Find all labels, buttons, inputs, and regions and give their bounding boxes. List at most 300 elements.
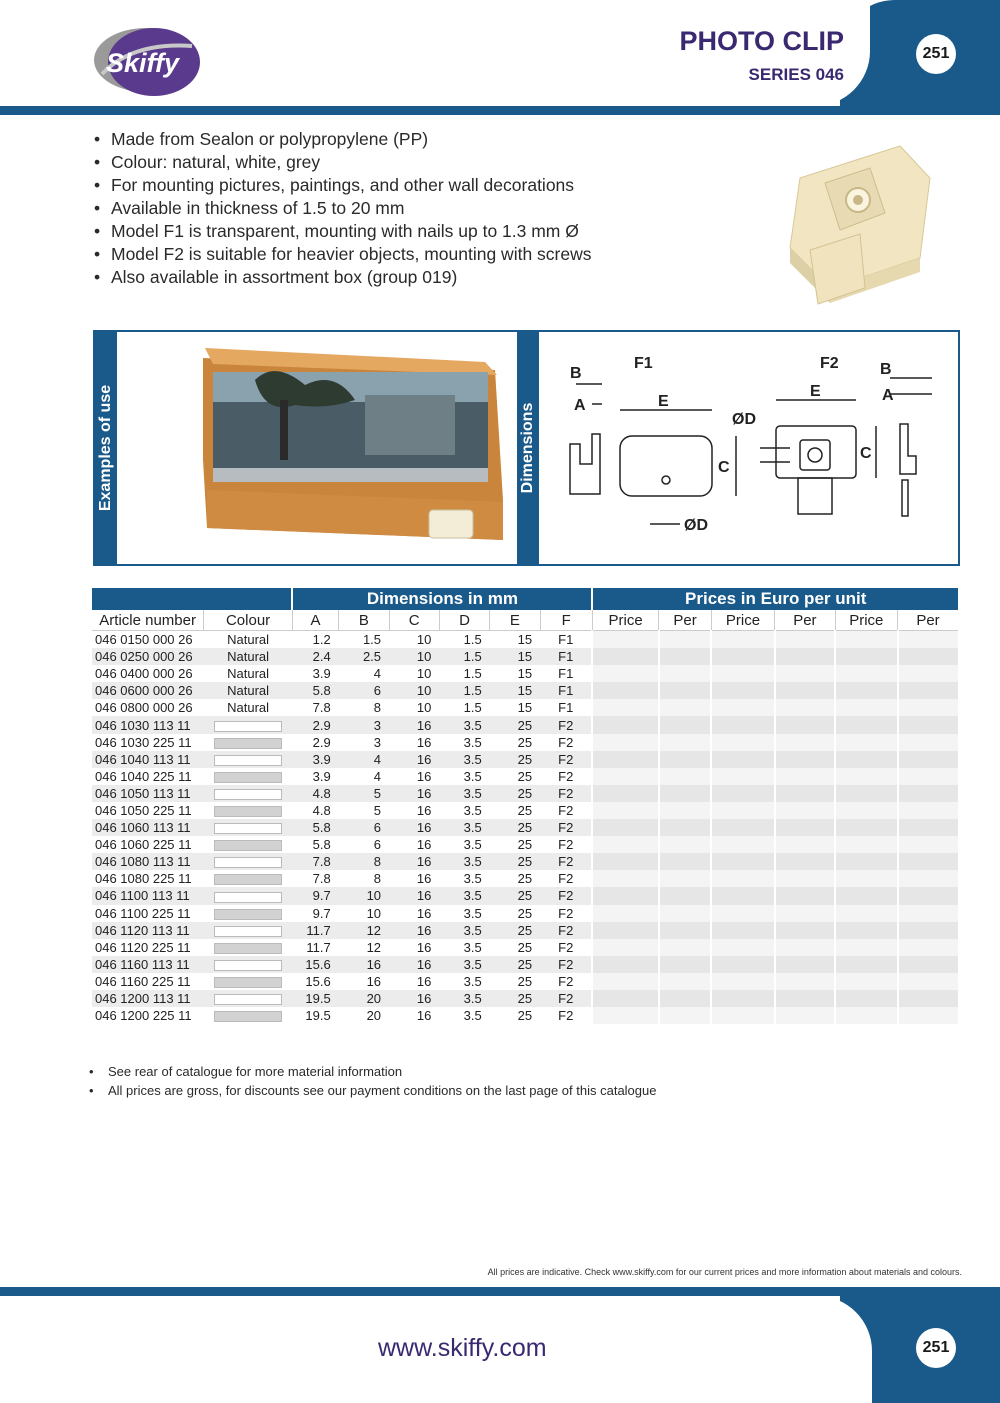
dim-a-cell: 5.8 — [292, 682, 338, 699]
price-cell — [711, 956, 774, 973]
article-number-cell: 046 1100 113 11 — [92, 887, 204, 904]
dim-b-cell: 4 — [373, 768, 382, 784]
table-row — [92, 802, 958, 819]
model-cell: F2 — [540, 819, 592, 836]
dim-b-cell: 1.5 — [362, 632, 382, 648]
per-cell — [898, 887, 959, 904]
per-cell — [659, 785, 711, 802]
group-header-dimensions: Dimensions in mm — [292, 588, 592, 610]
colour-cell — [204, 734, 293, 751]
dim-b-cell: 6 — [339, 682, 389, 699]
price-cell — [711, 819, 774, 836]
logo-text: Skiffy — [106, 48, 180, 78]
colour-swatch-white — [214, 994, 282, 1005]
price-cell — [711, 853, 774, 870]
colour-swatch-grey — [214, 840, 282, 851]
label-d: ØD — [732, 411, 756, 428]
feature-item: • Model F1 is transparent, mounting with nails up to 1.3 mm Ø — [94, 220, 592, 243]
page-title: PHOTO CLIP — [679, 26, 844, 56]
dim-c-cell: 16 — [416, 837, 432, 853]
per-cell — [659, 973, 711, 990]
model-cell: F1 — [540, 682, 592, 699]
dim-e-cell: 25 — [490, 853, 540, 870]
per-cell — [659, 870, 711, 887]
per-cell — [659, 905, 711, 922]
price-cell — [592, 870, 658, 887]
price-cell — [592, 699, 658, 716]
skiffy-logo — [92, 22, 204, 98]
colour-swatch-white — [214, 926, 282, 937]
dim-d-cell: 3.5 — [439, 819, 489, 836]
per-cell — [898, 922, 959, 939]
dim-a-cell: 7.8 — [312, 700, 331, 716]
col-c: C — [389, 610, 439, 631]
examples-label-bar — [95, 332, 117, 564]
footnote: • See rear of catalogue for more material information — [89, 1062, 656, 1081]
price-cell — [592, 802, 658, 819]
per-cell — [898, 990, 959, 1007]
dim-d-cell: 3.5 — [439, 716, 489, 733]
label-c: C — [718, 459, 730, 476]
dim-d-cell: 3.5 — [463, 734, 482, 750]
price-cell — [711, 682, 774, 699]
feature-item: • Available in thickness of 1.5 to 20 mm — [94, 197, 592, 220]
per-cell — [775, 819, 835, 836]
price-disclaimer: All prices are indicative. Check www.skiffy.com for our current prices and more information about materials and colours. — [487, 1267, 962, 1277]
dim-c-cell: 16 — [416, 734, 432, 750]
per-cell — [898, 716, 959, 733]
per-cell — [659, 734, 711, 751]
dim-c-cell: 16 — [416, 871, 432, 887]
dim-e-cell: 25 — [517, 837, 533, 853]
article-number-cell: 046 1050 225 11 — [95, 802, 192, 818]
article-number-cell: 046 0250 000 26 — [92, 648, 204, 665]
table-row — [92, 853, 958, 870]
col-per: Per — [659, 610, 711, 631]
per-cell — [898, 939, 959, 956]
dim-d-cell: 3.5 — [463, 939, 482, 955]
per-cell — [775, 887, 835, 904]
per-cell — [898, 956, 959, 973]
article-number-cell: 046 1040 225 11 — [95, 768, 192, 784]
dim-c-cell: 16 — [416, 939, 432, 955]
dim-d-cell: 1.5 — [463, 632, 482, 648]
colour-cell — [204, 768, 293, 785]
article-number-cell: 046 1120 225 11 — [95, 939, 191, 955]
dim-a-cell: 15.6 — [305, 973, 331, 989]
colour-cell — [204, 1007, 293, 1024]
article-number-cell: 046 1160 113 11 — [92, 956, 204, 973]
table-row — [92, 665, 958, 682]
colour-cell — [204, 836, 293, 853]
dim-d-cell: 3.5 — [439, 853, 489, 870]
per-cell — [659, 956, 711, 973]
dim-a-cell: 5.8 — [292, 819, 338, 836]
colour-cell: Natural — [204, 682, 293, 699]
per-cell — [775, 956, 835, 973]
price-cell — [592, 973, 658, 990]
per-cell — [659, 853, 711, 870]
footnote: • All prices are gross, for discounts see our payment conditions on the last page of this catalogue — [89, 1081, 656, 1100]
per-cell — [775, 905, 835, 922]
model-cell: F2 — [558, 1008, 574, 1024]
dim-a-cell: 2.9 — [292, 716, 338, 733]
colour-swatch-grey — [214, 738, 282, 749]
per-cell — [898, 973, 959, 990]
per-cell — [775, 973, 835, 990]
dim-c-cell: 16 — [389, 990, 439, 1007]
per-cell — [659, 716, 711, 733]
colour-swatch-grey — [214, 874, 282, 885]
per-cell — [775, 802, 835, 819]
price-cell — [835, 990, 897, 1007]
colour-swatch-grey — [214, 1011, 282, 1022]
dim-e-cell: 25 — [517, 768, 533, 784]
per-cell — [775, 665, 835, 682]
price-cell — [835, 734, 897, 751]
per-cell — [898, 648, 959, 665]
article-number-cell: 046 1200 225 11 — [95, 1008, 192, 1024]
feature-item: • Model F2 is suitable for heavier objects, mounting with screws — [94, 243, 592, 266]
model-cell: F2 — [558, 802, 574, 818]
article-number-cell: 046 1080 113 11 — [92, 853, 204, 870]
per-cell — [775, 648, 835, 665]
model-cell: F2 — [540, 990, 592, 1007]
price-cell — [835, 785, 897, 802]
price-cell — [711, 905, 774, 922]
price-cell — [592, 768, 658, 785]
dim-e-cell: 25 — [490, 990, 540, 1007]
price-cell — [835, 682, 897, 699]
article-number-cell: 046 1060 225 11 — [95, 837, 192, 853]
price-cell — [711, 699, 774, 716]
page-number-top: 251 — [916, 34, 956, 74]
dim-a-cell: 3.9 — [312, 666, 331, 682]
price-cell — [592, 716, 658, 733]
colour-swatch-grey — [214, 909, 282, 920]
table-row — [92, 887, 958, 904]
article-number-cell: 046 0800 000 26 — [95, 700, 193, 716]
model-cell: F2 — [540, 716, 592, 733]
per-cell — [775, 922, 835, 939]
per-cell — [775, 716, 835, 733]
price-cell — [835, 870, 897, 887]
dim-c-cell: 16 — [389, 819, 439, 836]
per-cell — [898, 905, 959, 922]
price-cell — [711, 734, 774, 751]
price-cell — [711, 836, 774, 853]
dim-b-cell: 16 — [339, 956, 389, 973]
table-row — [92, 922, 958, 939]
col-per: Per — [775, 610, 835, 631]
dim-d-cell: 1.5 — [463, 700, 482, 716]
dim-a-cell: 2.4 — [292, 648, 338, 665]
label-e: E — [810, 383, 821, 400]
price-cell — [592, 631, 658, 649]
per-cell — [659, 836, 711, 853]
dim-e-cell: 25 — [517, 802, 533, 818]
table-row — [92, 905, 958, 922]
article-number-cell: 046 1100 225 11 — [95, 905, 191, 921]
price-cell — [711, 870, 774, 887]
per-cell — [898, 819, 959, 836]
model-cell: F2 — [540, 922, 592, 939]
price-cell — [711, 648, 774, 665]
price-cell — [711, 665, 774, 682]
per-cell — [659, 1007, 711, 1024]
price-cell — [711, 785, 774, 802]
dim-c-cell: 16 — [389, 751, 439, 768]
dim-e-cell: 25 — [517, 905, 533, 921]
per-cell — [659, 939, 711, 956]
per-cell — [775, 631, 835, 649]
price-cell — [711, 990, 774, 1007]
label-f2: F2 — [820, 355, 839, 372]
colour-cell — [204, 939, 293, 956]
footnotes — [89, 1062, 656, 1100]
article-number-cell: 046 1120 113 11 — [92, 922, 204, 939]
dim-d-cell: 3.5 — [439, 751, 489, 768]
label-b: B — [880, 361, 892, 378]
article-number-cell: 046 0150 000 26 — [95, 632, 193, 648]
colour-swatch-grey — [214, 772, 282, 783]
feature-item: • Made from Sealon or polypropylene (PP) — [94, 128, 592, 151]
label-e: E — [658, 393, 669, 410]
colour-cell: Natural — [227, 632, 270, 648]
per-cell — [898, 1007, 959, 1024]
dim-c-cell: 10 — [416, 632, 432, 648]
price-cell — [592, 751, 658, 768]
price-cell — [592, 939, 658, 956]
price-cell — [835, 887, 897, 904]
per-cell — [898, 631, 959, 649]
price-cell — [835, 956, 897, 973]
article-number-cell: 046 1030 225 11 — [95, 734, 192, 750]
price-cell — [835, 631, 897, 649]
table-row — [92, 768, 958, 785]
col-price: Price — [835, 610, 897, 631]
model-cell: F2 — [558, 973, 574, 989]
colour-swatch-grey — [214, 943, 282, 954]
colour-cell — [204, 973, 293, 990]
col-colour: Colour — [204, 610, 293, 631]
label-a: A — [882, 387, 894, 404]
col-f: F — [540, 610, 592, 631]
page-subtitle: SERIES 046 — [748, 65, 844, 84]
article-number-cell: 046 1200 113 11 — [92, 990, 204, 1007]
model-cell: F2 — [558, 905, 574, 921]
colour-cell — [204, 905, 293, 922]
dim-e-cell: 15 — [517, 700, 533, 716]
dim-a-cell: 7.8 — [292, 853, 338, 870]
article-number-cell: 046 1060 113 11 — [92, 819, 204, 836]
price-cell — [711, 751, 774, 768]
dim-e-cell: 25 — [490, 819, 540, 836]
dim-a-cell: 4.8 — [292, 785, 338, 802]
model-cell: F1 — [558, 666, 574, 682]
example-of-use-image — [185, 340, 515, 560]
dim-a-cell: 3.9 — [312, 768, 331, 784]
model-cell: F2 — [558, 734, 574, 750]
per-cell — [898, 751, 959, 768]
dim-b-cell: 5 — [373, 802, 382, 818]
colour-cell — [204, 870, 293, 887]
per-cell — [659, 802, 711, 819]
colour-cell — [204, 716, 293, 733]
dim-b-cell: 20 — [339, 990, 389, 1007]
dim-b-cell: 8 — [339, 853, 389, 870]
label-c: C — [860, 445, 872, 462]
dim-d-cell: 1.5 — [463, 666, 482, 682]
table-row — [92, 716, 958, 733]
per-cell — [898, 785, 959, 802]
header-bar — [0, 106, 1000, 115]
article-number-cell: 046 1080 225 11 — [95, 871, 192, 887]
dim-d-cell: 3.5 — [463, 905, 482, 921]
dim-c-cell: 16 — [416, 905, 432, 921]
table-row — [92, 785, 958, 802]
model-cell: F2 — [540, 887, 592, 904]
price-cell — [835, 922, 897, 939]
article-number-cell: 046 1050 113 11 — [92, 785, 204, 802]
per-cell — [659, 682, 711, 699]
table-row — [92, 819, 958, 836]
article-number-cell: 046 0400 000 26 — [95, 666, 193, 682]
dim-b-cell: 4 — [373, 666, 382, 682]
dim-d-cell: 3.5 — [463, 973, 482, 989]
price-cell — [592, 905, 658, 922]
dim-c-cell: 16 — [389, 956, 439, 973]
per-cell — [898, 870, 959, 887]
price-cell — [835, 751, 897, 768]
colour-cell — [204, 853, 293, 870]
dim-b-cell: 3 — [339, 716, 389, 733]
dim-b-cell: 6 — [339, 819, 389, 836]
colour-swatch-white — [214, 789, 282, 800]
per-cell — [659, 922, 711, 939]
label-d: ØD — [684, 517, 708, 534]
per-cell — [659, 990, 711, 1007]
table-row — [92, 734, 958, 751]
dim-e-cell: 15 — [517, 632, 533, 648]
label-f1: F1 — [634, 355, 653, 372]
colour-swatch-white — [214, 755, 282, 766]
feature-item: • Also available in assortment box (group 019) — [94, 266, 592, 289]
col-price: Price — [592, 610, 658, 631]
dimensions-label: Dimensions — [519, 402, 536, 494]
dim-a-cell: 11.7 — [292, 922, 338, 939]
per-cell — [898, 665, 959, 682]
article-table — [92, 588, 958, 1024]
dim-b-cell: 20 — [366, 1008, 382, 1024]
dim-e-cell: 25 — [490, 887, 540, 904]
per-cell — [659, 887, 711, 904]
model-cell: F1 — [540, 648, 592, 665]
price-cell — [711, 631, 774, 649]
dim-c-cell: 10 — [389, 648, 439, 665]
dim-a-cell: 1.2 — [312, 632, 331, 648]
price-cell — [835, 648, 897, 665]
price-cell — [835, 768, 897, 785]
colour-cell — [204, 956, 293, 973]
price-cell — [711, 939, 774, 956]
colour-cell — [204, 785, 293, 802]
price-cell — [711, 922, 774, 939]
dim-a-cell: 5.8 — [312, 837, 331, 853]
dim-d-cell: 3.5 — [463, 837, 482, 853]
table-row — [92, 648, 958, 665]
dim-c-cell: 16 — [416, 768, 432, 784]
col-b: B — [339, 610, 389, 631]
per-cell — [898, 853, 959, 870]
price-cell — [592, 1007, 658, 1024]
table-row — [92, 973, 958, 990]
dim-c-cell: 16 — [389, 853, 439, 870]
price-cell — [592, 836, 658, 853]
per-cell — [659, 665, 711, 682]
per-cell — [775, 751, 835, 768]
table-row — [92, 836, 958, 853]
dim-d-cell: 3.5 — [439, 785, 489, 802]
price-cell — [592, 887, 658, 904]
feature-list — [94, 128, 592, 289]
price-cell — [835, 665, 897, 682]
colour-cell — [204, 922, 293, 939]
label-a: A — [574, 397, 586, 414]
model-cell: F2 — [540, 751, 592, 768]
dim-d-cell: 3.5 — [439, 887, 489, 904]
colour-swatch-white — [214, 823, 282, 834]
per-cell — [898, 682, 959, 699]
per-cell — [775, 1007, 835, 1024]
model-cell: F2 — [540, 853, 592, 870]
dim-d-cell: 3.5 — [439, 922, 489, 939]
dim-a-cell: 3.9 — [292, 751, 338, 768]
price-cell — [835, 802, 897, 819]
per-cell — [775, 768, 835, 785]
price-cell — [711, 887, 774, 904]
price-cell — [711, 716, 774, 733]
price-cell — [835, 905, 897, 922]
dim-a-cell: 15.6 — [292, 956, 338, 973]
table-row — [92, 939, 958, 956]
price-cell — [592, 853, 658, 870]
page-number-bottom: 251 — [916, 1328, 956, 1368]
price-cell — [835, 853, 897, 870]
article-number-cell: 046 0600 000 26 — [92, 682, 204, 699]
price-cell — [835, 716, 897, 733]
per-cell — [898, 734, 959, 751]
examples-dimensions-band — [93, 330, 960, 566]
website-link[interactable]: www.skiffy.com — [378, 1334, 547, 1362]
dim-a-cell: 19.5 — [292, 990, 338, 1007]
dimensions-label-bar — [517, 332, 539, 564]
table-row — [92, 699, 958, 716]
colour-swatch-grey — [214, 806, 282, 817]
price-cell — [711, 973, 774, 990]
price-cell — [711, 768, 774, 785]
dim-b-cell: 10 — [366, 905, 382, 921]
dim-c-cell: 10 — [389, 682, 439, 699]
col-article-number: Article number — [92, 610, 204, 631]
per-cell — [659, 648, 711, 665]
dim-d-cell: 1.5 — [439, 648, 489, 665]
model-cell: F2 — [540, 785, 592, 802]
dim-a-cell: 19.5 — [305, 1008, 331, 1024]
per-cell — [775, 682, 835, 699]
per-cell — [659, 768, 711, 785]
table-row — [92, 631, 958, 649]
